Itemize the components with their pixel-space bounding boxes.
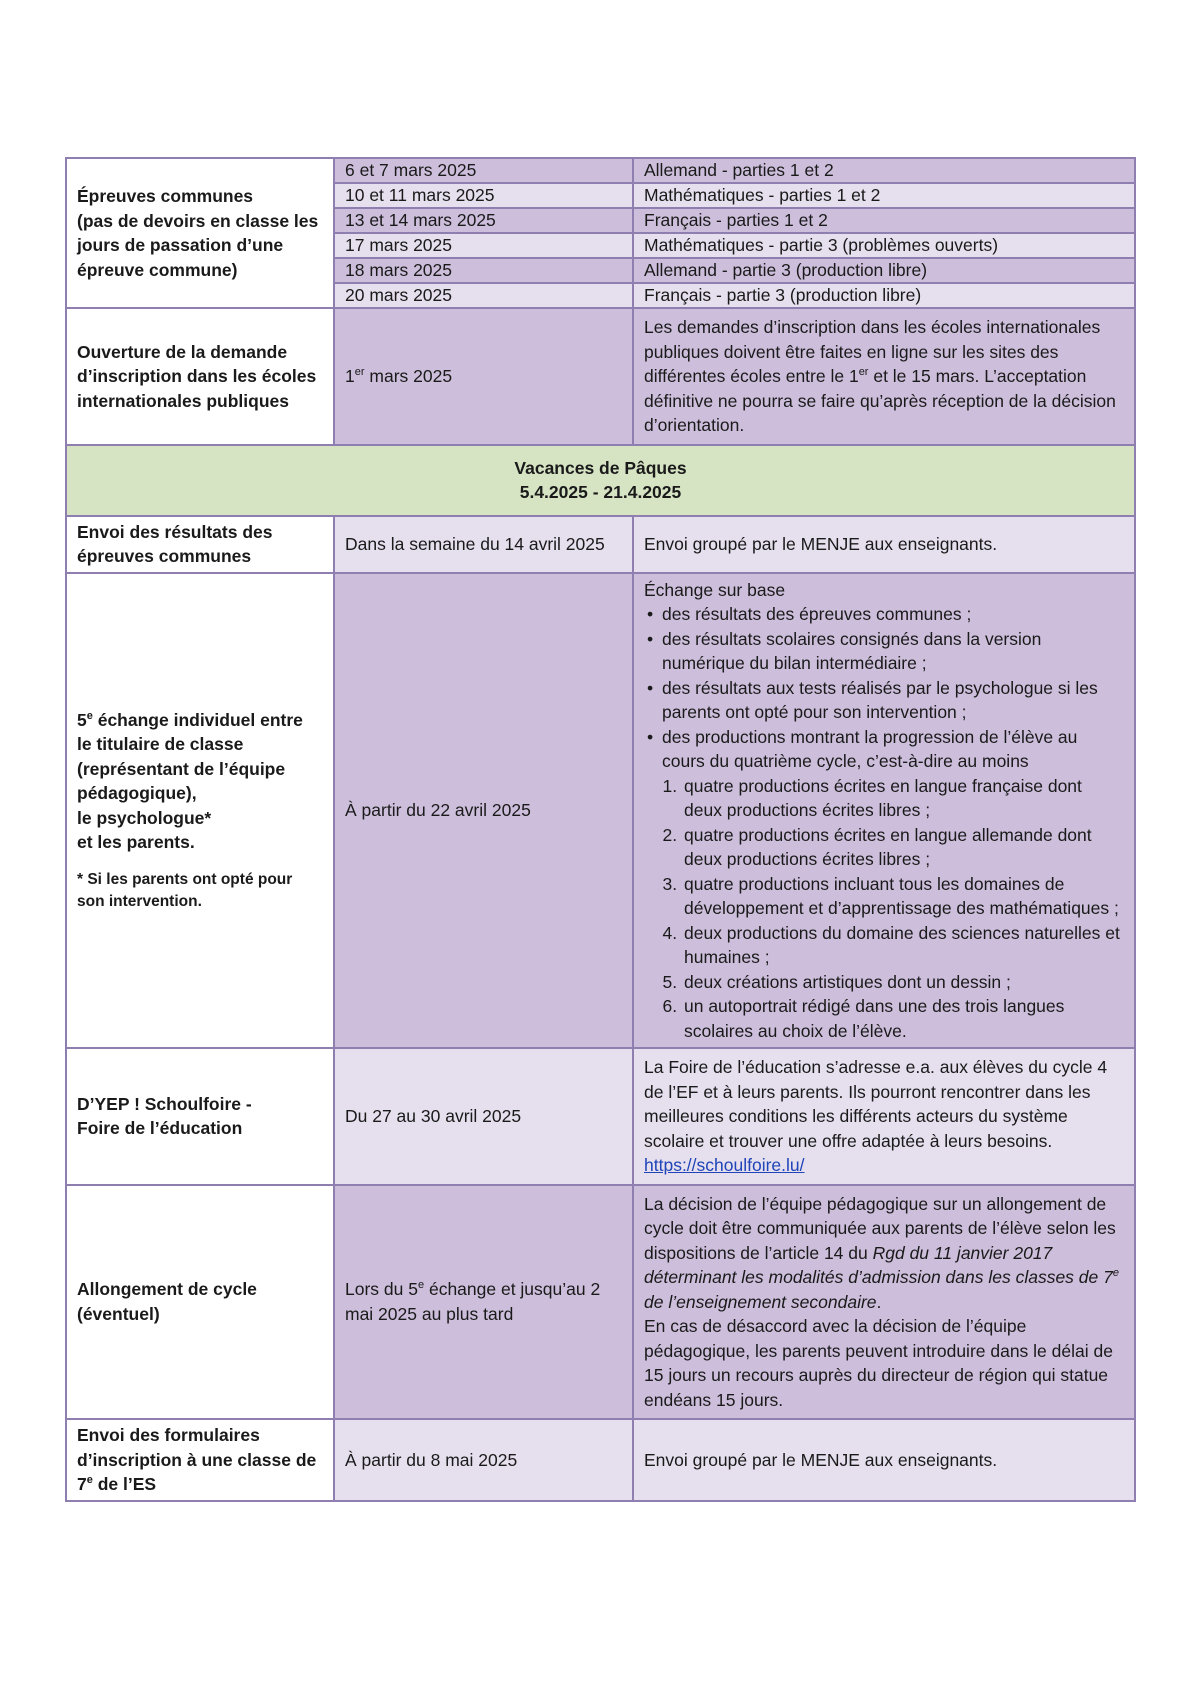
allongement-desc-b: . (876, 1291, 882, 1312)
echange-description (633, 573, 1135, 1049)
epreuve-subject: Français - partie 3 (production libre) (633, 283, 1135, 308)
epreuves-label-note: (pas de devoirs en classe les jours de passation d’une épreuve commune) (77, 210, 319, 280)
dyep-label-l2: Foire de l’éducation (77, 1118, 243, 1139)
vacances-banner (66, 445, 1135, 516)
allongement-desc-i2: de l’enseignement secondaire (644, 1291, 877, 1312)
table-row (66, 308, 1135, 445)
list-item: • des résultats aux tests réalisés par le psychologue si les parents ont opté pour son intervention ; (644, 676, 1124, 725)
echange-intro: Échange sur base (644, 579, 786, 600)
table-row (66, 1419, 1135, 1501)
dyep-description (633, 1048, 1135, 1185)
epreuve-date: 10 et 11 mars 2025 (334, 183, 633, 208)
list-item: 1. quatre productions écrites en langue française dont deux productions écrites libres ; (682, 774, 1124, 823)
echange-bullet-list (644, 602, 1124, 774)
envoi-resultats-description: Envoi groupé par le MENJE aux enseignants. (633, 516, 1135, 573)
epreuve-date: 20 mars 2025 (334, 283, 633, 308)
formulaires-label (66, 1419, 334, 1501)
ouverture-date-num: 1 (345, 366, 355, 386)
echange-label (66, 573, 334, 1049)
list-item: 6. un autoportrait rédigé dans une des trois langues scolaires au choix de l’élève. (682, 994, 1124, 1043)
list-item: • des résultats scolaires consignés dans la version numérique du bilan intermédiaire ; (644, 627, 1124, 676)
vacances-dates: 5.4.2025 - 21.4.2025 (519, 482, 682, 502)
formulaires-label-sup: e (86, 1474, 93, 1487)
list-item: 3. quatre productions incluant tous les domaines de développement et d’apprentissage des mathématiques ; (682, 872, 1124, 921)
allongement-desc-a: La décision de l’équipe pédagogique sur un allongement de cycle doit être communiquée aux parents de l’élève selon les dispositions de l’article 14 du (644, 1193, 1116, 1263)
ouverture-desc-b: et le 15 mars. L’acceptation définitive ne pourra se faire qu’après réception de la décision d’orientation. (644, 366, 1116, 435)
epreuve-date: 13 et 14 mars 2025 (334, 208, 633, 233)
echange-label-l5: et les parents. (77, 832, 195, 853)
echange-label-l4: le psychologue* (77, 807, 212, 828)
epreuve-subject: Allemand - partie 3 (production libre) (633, 258, 1135, 283)
epreuve-date: 17 mars 2025 (334, 233, 633, 258)
table-row (66, 1048, 1135, 1185)
table-row (66, 516, 1135, 573)
allongement-date-sup: e (417, 1279, 425, 1292)
epreuve-subject: Français - parties 1 et 2 (633, 208, 1135, 233)
epreuve-date: 6 et 7 mars 2025 (334, 158, 633, 183)
echange-label-num: 5 (77, 709, 87, 730)
table-row (66, 158, 1135, 183)
ouverture-date-sup: er (354, 366, 365, 379)
allongement-label (66, 1185, 334, 1420)
allongement-label-l2: (éventuel) (77, 1303, 160, 1324)
dyep-label (66, 1048, 334, 1185)
epreuves-label (66, 158, 334, 308)
ouverture-date-rest: mars 2025 (364, 366, 453, 386)
calendar-document (65, 157, 1134, 1502)
echange-label-l1: échange individuel entre (92, 709, 303, 730)
epreuve-subject: Mathématiques - parties 1 et 2 (633, 183, 1135, 208)
allongement-desc-c: En cas de désaccord avec la décision de l’équipe pédagogique, les parents peuvent introduire dans le délai de 15 jours un recours auprès du directeur de région qui statue endéans 15 jours. (644, 1316, 1113, 1410)
allongement-date-b: échange et jusqu’au 2 mai 2025 au plus tard (345, 1279, 601, 1324)
formulaires-date: À partir du 8 mai 2025 (334, 1419, 633, 1501)
table-row (66, 1185, 1135, 1420)
epreuves-label-title: Épreuves communes (77, 186, 254, 206)
dyep-label-l1: D’YEP ! Schoulfoire - (77, 1093, 252, 1114)
formulaires-label-b: de l’ES (92, 1474, 157, 1494)
table-row (66, 445, 1135, 516)
formulaires-description: Envoi groupé par le MENJE aux enseignants. (633, 1419, 1135, 1501)
ouverture-desc-a: Les demandes d’inscription dans les écoles internationales publiques doivent être faites en ligne sur les sites des différentes écoles entre le 1 (644, 317, 1101, 386)
echange-label-l3: (représentant de l’équipe pédagogique), (77, 758, 286, 804)
list-item: • des productions montrant la progression de l’élève au cours du quatrième cycle, c’est-à-dire au moins (644, 725, 1124, 774)
vacances-title: Vacances de Pâques (514, 457, 687, 478)
ouverture-label: Ouverture de la demande d’inscription dans les écoles internationales publiques (66, 308, 334, 445)
envoi-resultats-label: Envoi des résultats des épreuves communes (66, 516, 334, 573)
dyep-date: Du 27 au 30 avril 2025 (334, 1048, 633, 1185)
list-item: 4. deux productions du domaine des sciences naturelles et humaines ; (682, 921, 1124, 970)
envoi-resultats-date: Dans la semaine du 14 avril 2025 (334, 516, 633, 573)
dyep-desc-text: La Foire de l’éducation s’adresse e.a. aux élèves du cycle 4 de l’EF et à leurs parents. Ils pourront rencontrer dans les meilleures conditions les différents acteurs du système scolaire et trouver une offre adaptée à leurs besoins. (644, 1057, 1108, 1151)
allongement-description (633, 1185, 1135, 1420)
echange-numbered-list (644, 774, 1124, 1044)
allongement-date (334, 1185, 633, 1420)
list-item: 5. deux créations artistiques dont un dessin ; (682, 970, 1124, 995)
ouverture-date (334, 308, 633, 445)
epreuve-subject: Mathématiques - partie 3 (problèmes ouverts) (633, 233, 1135, 258)
list-item: 2. quatre productions écrites en langue allemande dont deux productions écrites libres ; (682, 823, 1124, 872)
echange-date: À partir du 22 avril 2025 (334, 573, 633, 1049)
allongement-date-a: Lors du 5 (345, 1279, 418, 1300)
calendar-table (65, 157, 1136, 1502)
allongement-desc-i1: Rgd du 11 janvier 2017 déterminant les modalités d’admission dans les classes de 7 (644, 1242, 1113, 1287)
echange-note: * Si les parents ont opté pour son intervention. (77, 870, 293, 910)
ouverture-desc-sup: er (858, 366, 869, 379)
table-row (66, 573, 1135, 1049)
epreuve-subject: Allemand - parties 1 et 2 (633, 158, 1135, 183)
echange-label-l2: le titulaire de classe (77, 734, 244, 755)
allongement-desc-isup: e (1112, 1267, 1119, 1280)
list-item: • des résultats des épreuves communes ; (644, 602, 1124, 627)
schoulfoire-link[interactable]: https://schoulfoire.lu/ (644, 1155, 805, 1175)
ouverture-description (633, 308, 1135, 445)
echange-label-sup: e (86, 709, 93, 722)
formulaires-label-a: Envoi des formulaires d’inscription à une classe de 7 (77, 1425, 317, 1494)
allongement-label-l1: Allongement de cycle (77, 1279, 257, 1300)
epreuve-date: 18 mars 2025 (334, 258, 633, 283)
